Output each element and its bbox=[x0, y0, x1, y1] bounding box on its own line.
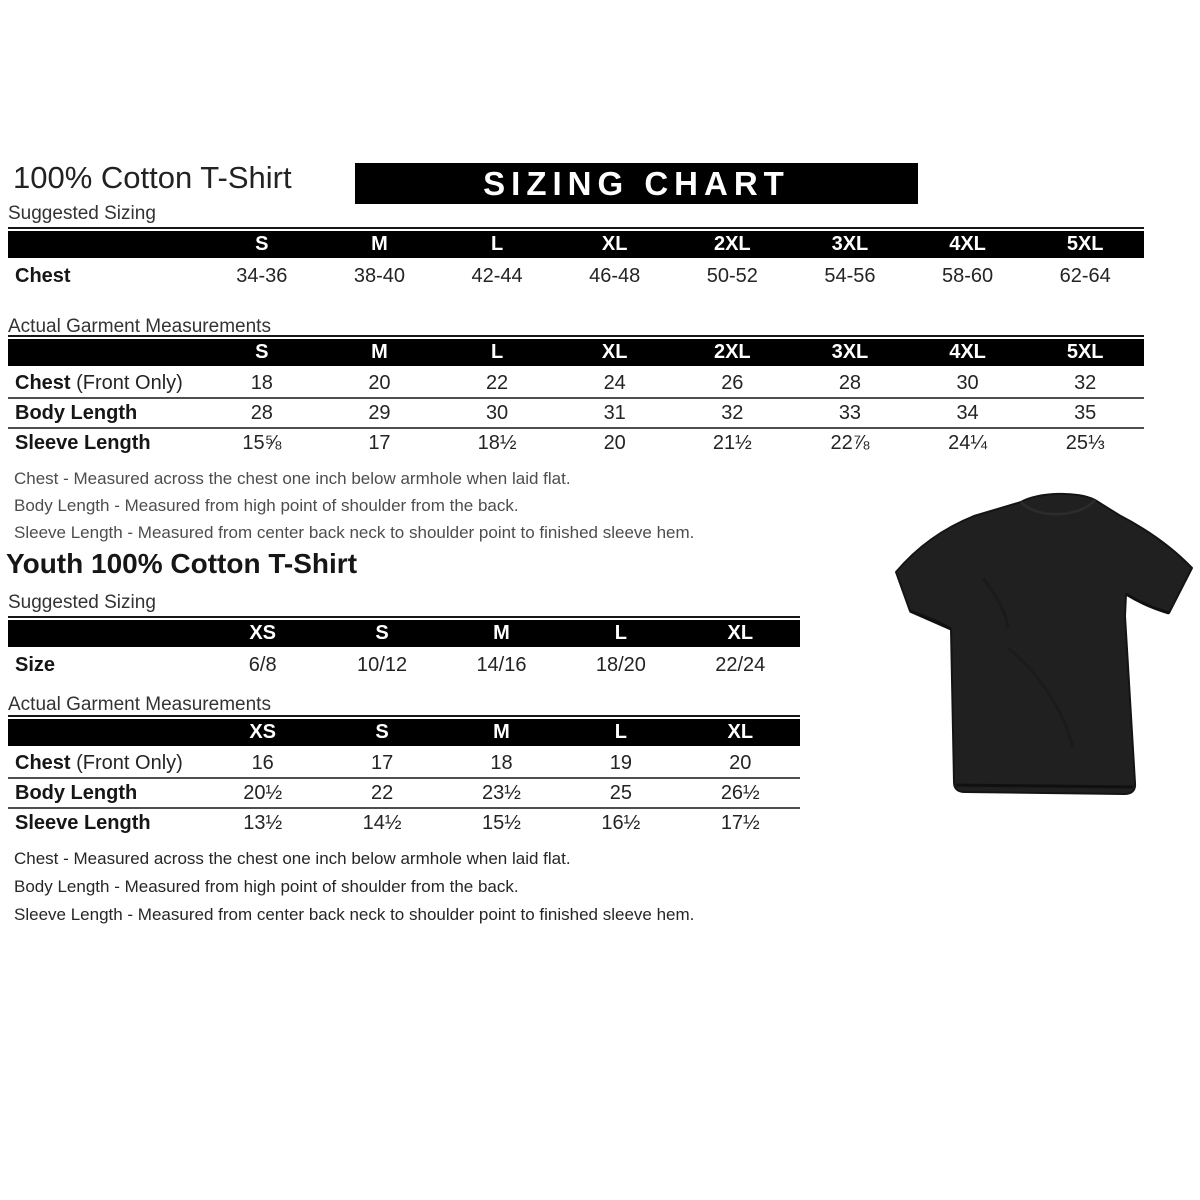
adult-suggested-sizing-table bbox=[8, 231, 1144, 292]
cell-value: 18 bbox=[490, 751, 513, 774]
cell-value: 28 bbox=[203, 398, 321, 428]
cell-value: 17 bbox=[370, 751, 394, 774]
youth-actual-measurements-table-wrap bbox=[8, 715, 800, 837]
cell-value: 6/8 bbox=[248, 654, 277, 676]
cell-value: 18/20 bbox=[595, 654, 646, 676]
youth-section-title: Youth 100% Cotton T-Shirt bbox=[6, 548, 358, 579]
table-row bbox=[8, 778, 800, 808]
cell-value: 22 bbox=[322, 778, 441, 808]
cell-value: 22/24 bbox=[715, 654, 766, 676]
note-chest: Chest - Measured across the chest one inch below armhole when laid flat. bbox=[14, 469, 571, 488]
cell-value: 25⅓ bbox=[1026, 428, 1144, 457]
column-header-m: M bbox=[442, 719, 561, 748]
youth-suggested-sizing-table-wrap bbox=[8, 616, 800, 681]
sizing-chart-banner: SIZING CHART bbox=[355, 163, 918, 204]
column-header-xl: XL bbox=[681, 719, 800, 748]
column-header-xs: XS bbox=[203, 719, 322, 748]
cell-value: 20 bbox=[368, 371, 391, 394]
note-body-length: Body Length - Measured from high point of shoulder from the back. bbox=[14, 877, 519, 896]
size-table-header-row bbox=[8, 620, 800, 649]
cell-value: 46-48 bbox=[589, 265, 641, 287]
cell-value: 23½ bbox=[442, 778, 561, 808]
cell-value: 38-40 bbox=[353, 265, 406, 287]
cell-value: 20½ bbox=[203, 778, 322, 808]
column-header-m: M bbox=[321, 231, 439, 260]
cell-value: 14½ bbox=[322, 808, 441, 837]
column-header-s: S bbox=[203, 231, 321, 260]
row-label: Size bbox=[15, 654, 56, 676]
size-table-corner bbox=[8, 719, 203, 748]
size-table-header-row bbox=[8, 339, 1144, 368]
cell-value: 42-44 bbox=[471, 265, 523, 287]
column-header-3xl: 3XL bbox=[791, 339, 909, 368]
black-tshirt-image bbox=[888, 488, 1200, 808]
cell-value: 35 bbox=[1026, 398, 1144, 428]
adult-actual-measurements-table bbox=[8, 339, 1144, 457]
table-row bbox=[8, 428, 1144, 457]
table-row bbox=[8, 260, 1144, 293]
cell-value: 54-56 bbox=[824, 265, 876, 287]
column-header-m: M bbox=[442, 620, 561, 649]
cell-value: 20 bbox=[556, 428, 674, 457]
size-table-header-row bbox=[8, 231, 1144, 260]
black-tshirt-icon bbox=[888, 488, 1200, 808]
row-label: Body Length bbox=[8, 778, 203, 808]
adult-suggested-sizing-table-wrap bbox=[8, 227, 1144, 292]
column-header-4xl: 4XL bbox=[909, 339, 1027, 368]
size-table-corner bbox=[8, 231, 203, 260]
cell-value: 17½ bbox=[681, 808, 800, 837]
column-header-2xl: 2XL bbox=[674, 339, 792, 368]
cell-value: 25 bbox=[561, 778, 680, 808]
table-row bbox=[8, 748, 800, 779]
youth-suggested-sizing-label: Suggested Sizing bbox=[8, 592, 156, 613]
column-header-xl: XL bbox=[556, 339, 674, 368]
cell-value: 20 bbox=[729, 751, 752, 774]
row-label: Chest (Front Only) bbox=[15, 371, 183, 394]
cell-value: 13½ bbox=[203, 808, 322, 837]
cell-value: 17 bbox=[321, 428, 439, 457]
adult-actual-measurements-table-wrap bbox=[8, 335, 1144, 457]
note-chest: Chest - Measured across the chest one inch below armhole when laid flat. bbox=[14, 849, 571, 868]
youth-actual-measurements-label: Actual Garment Measurements bbox=[8, 694, 271, 715]
cell-value: 10/12 bbox=[357, 654, 408, 676]
column-header-5xl: 5XL bbox=[1026, 231, 1144, 260]
cell-value: 50-52 bbox=[706, 265, 758, 287]
column-header-s: S bbox=[322, 719, 441, 748]
cell-value: 16 bbox=[251, 751, 274, 774]
table-row bbox=[8, 808, 800, 837]
cell-value: 33 bbox=[791, 398, 909, 428]
cell-value: 32 bbox=[1074, 371, 1097, 394]
size-table-corner bbox=[8, 339, 203, 368]
column-header-s: S bbox=[322, 620, 441, 649]
column-header-l: L bbox=[561, 719, 680, 748]
cell-value: 22 bbox=[485, 371, 509, 394]
table-row bbox=[8, 368, 1144, 399]
adult-suggested-sizing-label: Suggested Sizing bbox=[8, 203, 156, 224]
cell-value: 30 bbox=[956, 371, 979, 394]
column-header-xs: XS bbox=[203, 620, 322, 649]
row-label: Chest (Front Only) bbox=[15, 751, 183, 774]
column-header-l: L bbox=[438, 231, 556, 260]
cell-value: 30 bbox=[438, 398, 556, 428]
cell-value: 18 bbox=[250, 371, 273, 394]
youth-suggested-sizing-table bbox=[8, 620, 800, 681]
page-title: 100% Cotton T-Shirt bbox=[13, 160, 292, 195]
cell-value: 15½ bbox=[442, 808, 561, 837]
cell-value: 34 bbox=[909, 398, 1027, 428]
adult-actual-measurements-label: Actual Garment Measurements bbox=[8, 316, 271, 337]
cell-value: 22⅞ bbox=[791, 428, 909, 457]
cell-value: 14/16 bbox=[476, 654, 527, 676]
row-label: Sleeve Length bbox=[8, 808, 203, 837]
cell-value: 19 bbox=[609, 751, 632, 774]
column-header-xl: XL bbox=[681, 620, 800, 649]
youth-actual-measurements-table bbox=[8, 719, 800, 837]
cell-value: 28 bbox=[838, 371, 862, 394]
column-header-3xl: 3XL bbox=[791, 231, 909, 260]
cell-value: 29 bbox=[321, 398, 439, 428]
column-header-4xl: 4XL bbox=[909, 231, 1027, 260]
column-header-s: S bbox=[203, 339, 321, 368]
cell-value: 24 bbox=[603, 371, 626, 394]
column-header-xl: XL bbox=[556, 231, 674, 260]
cell-value: 15⅝ bbox=[203, 428, 321, 457]
cell-value: 18½ bbox=[438, 428, 556, 457]
size-table-header-row bbox=[8, 719, 800, 748]
cell-value: 32 bbox=[674, 398, 792, 428]
column-header-m: M bbox=[321, 339, 439, 368]
cell-value: 16½ bbox=[561, 808, 680, 837]
note-sleeve-length: Sleeve Length - Measured from center back neck to shoulder point to finished sleeve hem. bbox=[14, 905, 695, 924]
row-label: Chest bbox=[15, 265, 71, 287]
cell-value: 21½ bbox=[674, 428, 792, 457]
note-body-length: Body Length - Measured from high point of shoulder from the back. bbox=[14, 496, 519, 515]
cell-value: 31 bbox=[556, 398, 674, 428]
cell-value: 26½ bbox=[681, 778, 800, 808]
adult-measurement-notes bbox=[14, 465, 694, 546]
row-label: Body Length bbox=[8, 398, 203, 428]
column-header-l: L bbox=[561, 620, 680, 649]
note-sleeve-length: Sleeve Length - Measured from center back neck to shoulder point to finished sleeve hem. bbox=[14, 523, 695, 542]
youth-measurement-notes bbox=[14, 845, 694, 929]
cell-value: 24¼ bbox=[909, 428, 1027, 457]
column-header-5xl: 5XL bbox=[1026, 339, 1144, 368]
column-header-l: L bbox=[438, 339, 556, 368]
table-row bbox=[8, 398, 1144, 428]
size-table-corner bbox=[8, 620, 203, 649]
cell-value: 58-60 bbox=[941, 265, 994, 287]
table-row bbox=[8, 649, 800, 682]
cell-value: 26 bbox=[721, 371, 744, 394]
column-header-2xl: 2XL bbox=[674, 231, 792, 260]
cell-value: 62-64 bbox=[1059, 265, 1111, 287]
cell-value: 34-36 bbox=[236, 265, 288, 287]
row-label: Sleeve Length bbox=[8, 428, 203, 457]
